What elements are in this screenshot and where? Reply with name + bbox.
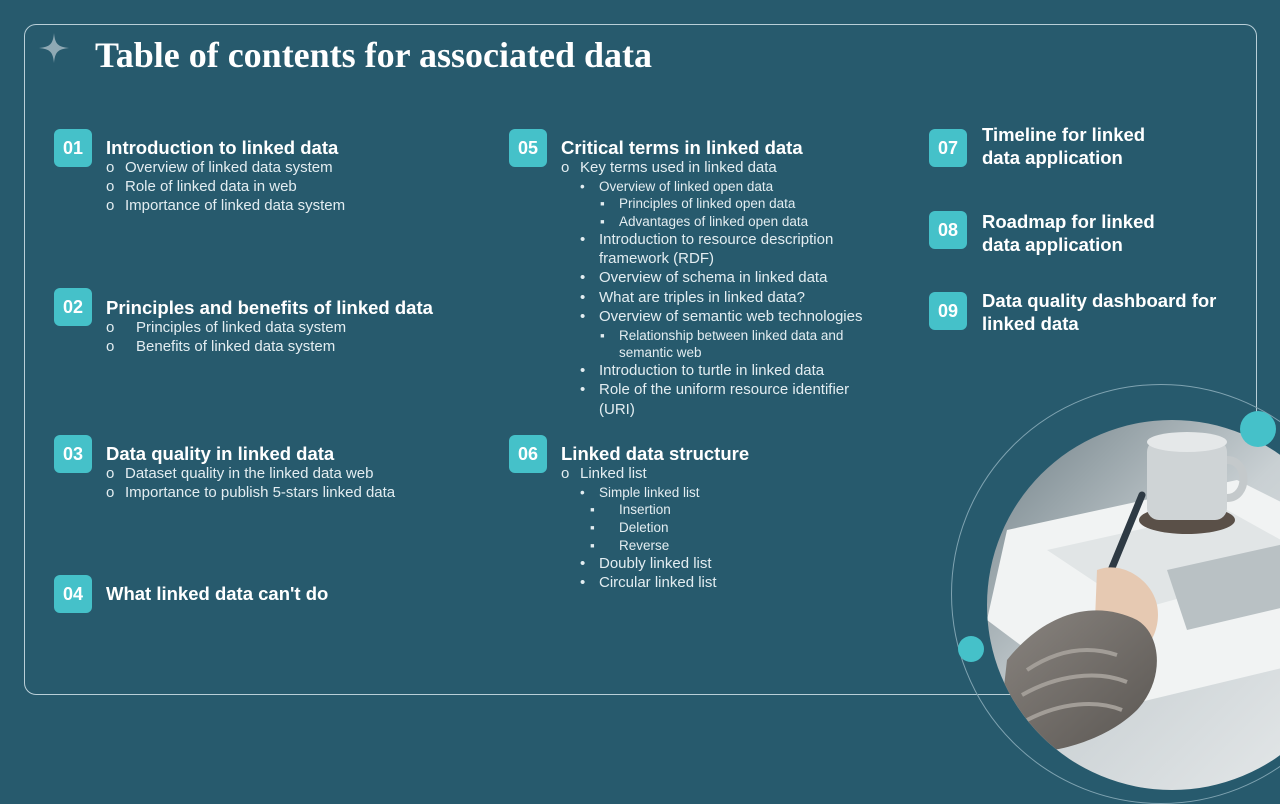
dot-bullet-icon: • bbox=[580, 555, 586, 572]
circle-bullet-icon: o bbox=[106, 197, 115, 214]
section-number-badge: 07 bbox=[929, 129, 967, 167]
section-number-badge: 01 bbox=[54, 129, 92, 167]
dot-bullet-icon: • bbox=[580, 308, 586, 325]
dot-bullet-icon: • bbox=[580, 231, 586, 248]
section-heading: Linked data structure bbox=[561, 443, 750, 464]
section-heading: Principles and benefits of linked data bbox=[106, 297, 433, 318]
circle-bullet-icon: o bbox=[561, 159, 570, 176]
circle-bullet-icon: o bbox=[106, 159, 115, 176]
square-bullet-icon: ▪ bbox=[590, 520, 595, 535]
dot-bullet-icon: • bbox=[580, 269, 586, 286]
section-number-badge: 04 bbox=[54, 575, 92, 613]
dot-bullet-icon: • bbox=[580, 574, 586, 591]
section-heading: What linked data can't do bbox=[106, 583, 329, 604]
circle-bullet-icon: o bbox=[106, 484, 115, 501]
circle-bullet-icon: o bbox=[106, 338, 115, 355]
dot-bullet-icon: • bbox=[580, 362, 586, 379]
section-heading: Timeline for linked data application bbox=[982, 124, 1146, 168]
section-heading: Roadmap for linked data application bbox=[982, 211, 1155, 255]
square-bullet-icon: ▪ bbox=[590, 502, 595, 517]
circle-bullet-icon: o bbox=[561, 465, 570, 482]
square-bullet-icon: ▪ bbox=[600, 328, 605, 343]
circle-bullet-icon: o bbox=[106, 178, 115, 195]
dot-bullet-icon: • bbox=[580, 179, 585, 194]
dot-bullet-icon: • bbox=[580, 485, 585, 500]
section-number-badge: 03 bbox=[54, 435, 92, 473]
section-heading: Data quality dashboard for linked data bbox=[982, 290, 1217, 334]
section-number-badge: 06 bbox=[509, 435, 547, 473]
page-title: Table of contents for associated data bbox=[95, 35, 652, 75]
section-number-badge: 02 bbox=[54, 288, 92, 326]
section-number-badge: 09 bbox=[929, 292, 967, 330]
section-heading: Critical terms in linked data bbox=[561, 137, 803, 158]
square-bullet-icon: ▪ bbox=[600, 214, 605, 229]
dot-bullet-icon: • bbox=[580, 289, 586, 306]
dot-bullet-icon: • bbox=[580, 381, 586, 398]
section-heading: Data quality in linked data bbox=[106, 443, 335, 464]
section-heading: Introduction to linked data bbox=[106, 137, 339, 158]
section-number-badge: 08 bbox=[929, 211, 967, 249]
square-bullet-icon: ▪ bbox=[600, 196, 605, 211]
circle-bullet-icon: o bbox=[106, 465, 115, 482]
section-number-badge: 05 bbox=[509, 129, 547, 167]
square-bullet-icon: ▪ bbox=[590, 538, 595, 553]
sparkle-icon bbox=[38, 32, 70, 64]
circle-bullet-icon: o bbox=[106, 319, 115, 336]
